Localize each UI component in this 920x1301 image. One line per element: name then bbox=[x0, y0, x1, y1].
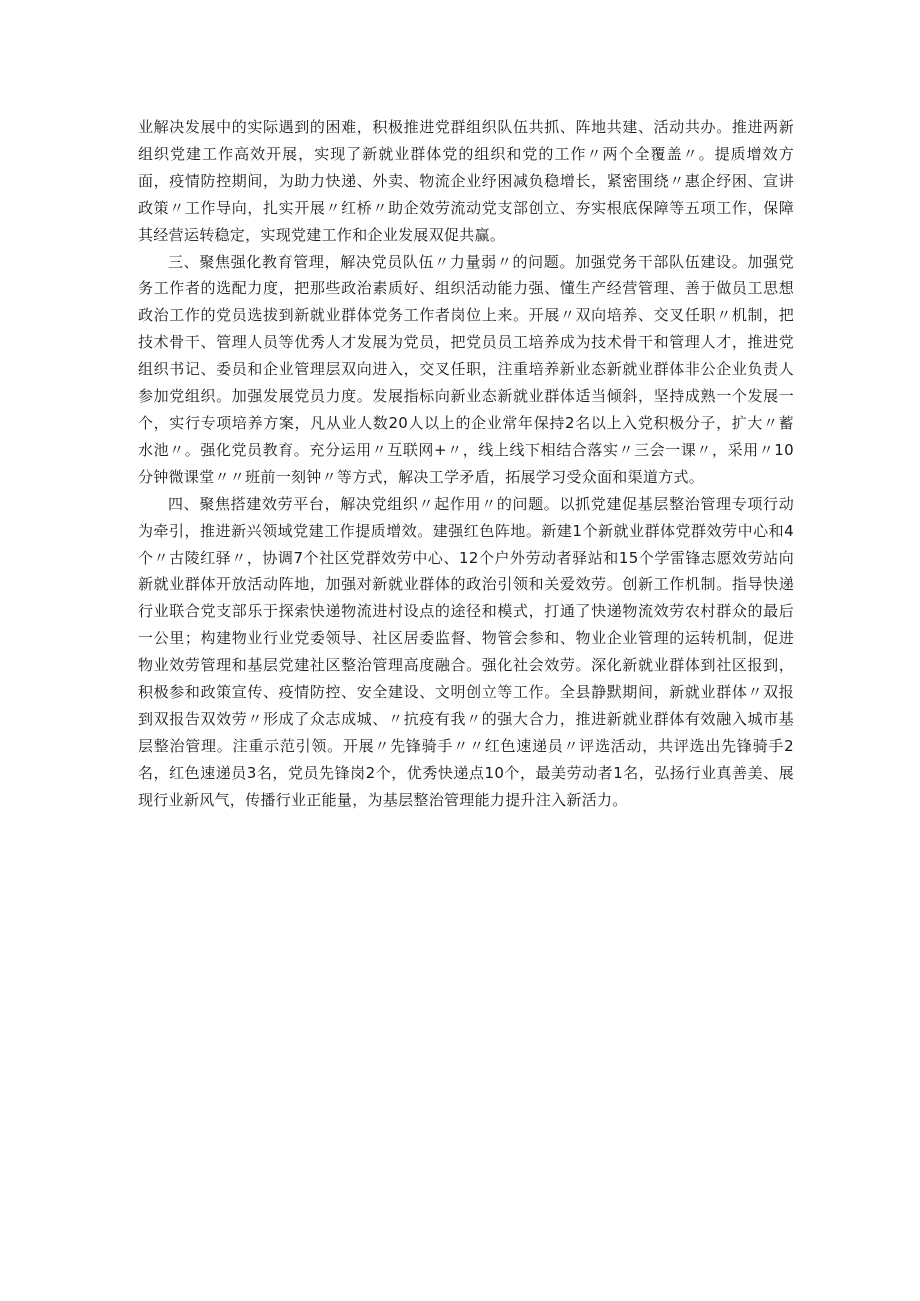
document-body bbox=[138, 114, 794, 814]
paragraph-section-three: 三、聚焦强化教育管理，解决党员队伍〃力量弱〃的问题。加强党务干部队伍建设。加强党务工作者的选配力度，把那些政治素质好、组织活动能力强、懂生产经营管理、善于做员工思想政治工作的党员选拔到新就业群体党务工作者岗位上来。开展〃双向培养、交叉任职〃机制，把技术骨干、管理人员等优秀人才发展为党员，把党员员工培养成为技术骨干和管理人才，推进党组织书记、委员和企业管理层双向进入，交叉任职，注重培养新业态新就业群体非公企业负责人参加党组织。加强发展党员力度。发展指标向新业态新就业群体适当倾斜，坚持成熟一个发展一个，实行专项培养方案，凡从业人数20人以上的企业常年保持2名以上入党积极分子，扩大〃蓄水池〃。强化党员教育。充分运用〃互联网+〃，线上线下相结合落实〃三会一课〃，采用〃10分钟微课堂〃〃班前一刻钟〃等方式，解决工学矛盾，拓展学习受众面和渠道方式。 bbox=[138, 252, 794, 486]
paragraph-section-four: 四、聚焦搭建效劳平台，解决党组织〃起作用〃的问题。以抓党建促基层整治管理专项行动为牵引，推进新兴领域党建工作提质增效。建强红色阵地。新建1个新就业群体党群效劳中心和4个〃古陵红驿〃，协调7个社区党群效劳中心、12个户外劳动者驿站和15个学雷锋志愿效劳站向新就业群体开放活动阵地，加强对新就业群体的政治引领和关爱效劳。创新工作机制。指导快递行业联合党支部乐于探索快递物流进村设点的途径和模式，打通了快递物流效劳农村群众的最后一公里；构建物业行业党委领导、社区居委监督、物管会参和、物业企业管理的运转机制，促进物业效劳管理和基层党建社区整治管理高度融合。强化社会效劳。深化新就业群体到社区报到，积极参和政策宣传、疫情防控、安全建设、文明创立等工作。全县静默期间，新就业群体〃双报到双报告双效劳〃形成了众志成城、〃抗疫有我〃的强大合力，推进新就业群体有效融入城市基层整治管理。注重示范引领。开展〃先锋骑手〃〃红色速递员〃评选活动，共评选出先锋骑手2名，红色速递员3名，党员先锋岗2个，优秀快递点10个，最美劳动者1名，弘扬行业真善美、展现行业新风气，传播行业正能量，为基层整治管理能力提升注入新活力。 bbox=[138, 494, 794, 809]
paragraph-continuation: 业解决发展中的实际遇到的困难，积极推进党群组织队伍共抓、阵地共建、活动共办。推进两新组织党建工作高效开展，实现了新就业群体党的组织和党的工作〃两个全覆盖〃。提质增效方面，疫情防控期间，为助力快递、外卖、物流企业纾困减负稳增长，紧密围绕〃惠企纾困、宣讲政策〃工作导向，扎实开展〃红桥〃助企效劳流动党支部创立、夯实根底保障等五项工作，保障其经营运转稳定，实现党建工作和企业发展双促共赢。 bbox=[138, 118, 794, 244]
